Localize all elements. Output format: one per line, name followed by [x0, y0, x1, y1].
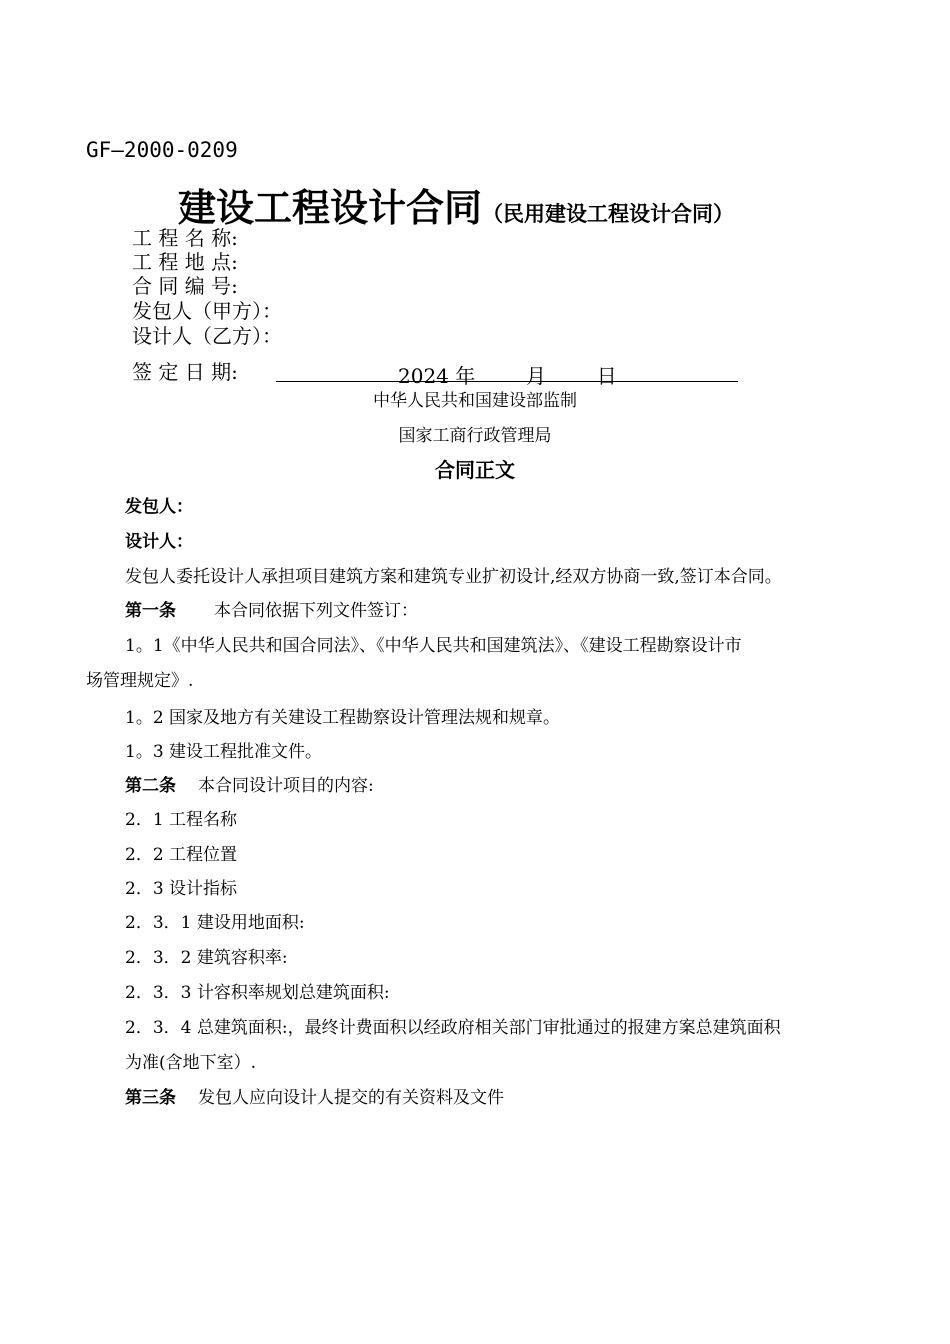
article-2-item: 2．3．1 建设用地面积: — [125, 913, 305, 933]
document-code: GF—2000-0209 — [86, 138, 238, 162]
article-1-label: 第一条 — [125, 601, 176, 621]
authority-1: 中华人民共和国建设部监制 — [373, 391, 577, 411]
article-1-item: 1。2 国家及地方有关建设工程勘察设计管理法规和规章。 — [125, 708, 561, 728]
sign-date-year: 2024 年 — [398, 364, 476, 388]
article-2-item: 2．3 设计指标 — [125, 879, 238, 899]
article-2-item: 2．3．3 计容积率规划总建筑面积: — [125, 983, 390, 1003]
field-project-name: 工 程 名 称: — [132, 226, 238, 250]
title-sub: （民用建设工程设计合同） — [482, 202, 735, 226]
article-3 — [125, 1083, 504, 1108]
field-project-location: 工 程 地 点: — [132, 250, 238, 274]
article-2-item: 2．3．2 建筑容积率: — [125, 948, 288, 968]
article-2-item: 2．3．4 总建筑面积:，最终计费面积以经政府相关部门审批通过的报建方案总建筑面积 — [125, 1018, 781, 1038]
field-sign-date: 签 定 日 期: — [132, 360, 238, 384]
document-title — [178, 177, 734, 232]
article-2-item: 2．2 工程位置 — [125, 845, 238, 865]
field-contract-no: 合 同 编 号: — [132, 274, 238, 298]
article-1-item: 场管理规定》. — [86, 671, 194, 691]
article-3-label: 第三条 — [125, 1088, 176, 1108]
article-3-text: 发包人应向设计人提交的有关资料及文件 — [198, 1088, 504, 1108]
article-2-item: 为准(含地下室）. — [125, 1053, 257, 1073]
party-designer: 设计人： — [125, 532, 193, 552]
sign-date-month: 月 — [525, 364, 546, 388]
authority-2: 国家工商行政管理局 — [398, 426, 552, 446]
intro-paragraph: 发包人委托设计人承担项目建筑方案和建筑专业扩初设计,经双方协商一致,签订本合同。 — [125, 567, 782, 587]
article-1 — [125, 596, 418, 621]
field-party-a: 发包人（甲方）： — [132, 299, 282, 323]
article-1-text: 本合同依据下列文件签订： — [214, 601, 418, 621]
article-1-item: 1。3 建设工程批准文件。 — [125, 742, 323, 762]
sign-date-value — [398, 360, 617, 389]
field-party-b: 设计人（乙方）： — [132, 324, 282, 348]
title-main: 建设工程设计合同 — [178, 186, 483, 230]
article-1-item: 1。1《中华人民共和国合同法》、《中华人民共和国建筑法》、《建设工程勘察设计市 — [125, 636, 742, 656]
party-employer: 发包人： — [125, 497, 193, 517]
article-2-item: 2．1 工程名称 — [125, 810, 238, 830]
article-2 — [125, 771, 374, 796]
sign-date-day: 日 — [596, 364, 617, 388]
article-2-text: 本合同设计项目的内容: — [198, 776, 374, 796]
body-heading: 合同正文 — [435, 458, 515, 482]
article-2-label: 第二条 — [125, 776, 176, 796]
